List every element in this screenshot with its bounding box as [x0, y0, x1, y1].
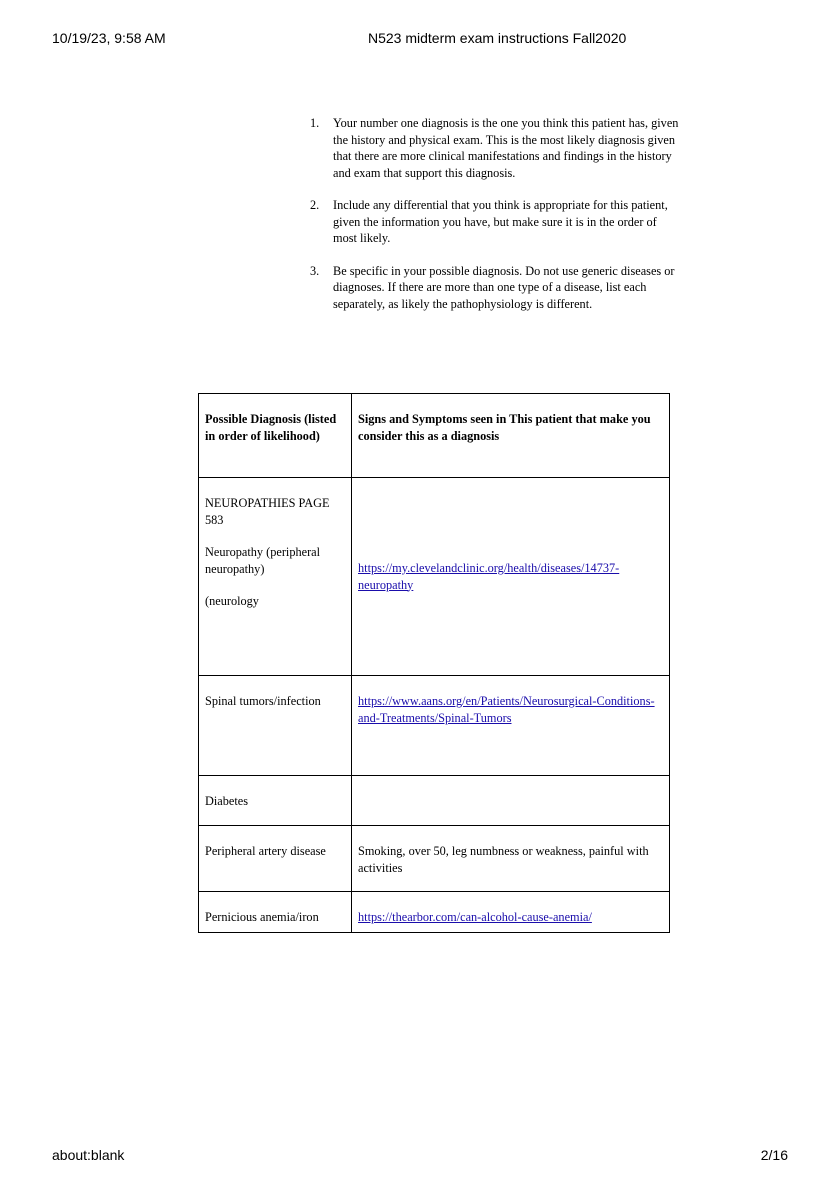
diagnosis-line: NEUROPATHIES PAGE 583	[205, 496, 330, 527]
instructions-list	[310, 115, 680, 328]
instruction-number: 1.	[310, 116, 320, 130]
page-url: about:blank	[52, 1147, 125, 1163]
table-row	[199, 776, 670, 826]
diagnosis-cell: Pernicious anemia/iron	[199, 892, 352, 933]
diagnosis-line: (neurology	[205, 594, 259, 608]
instruction-text: Be specific in your possible diagnosis. Do not use generic diseases or diagnoses. If there are more than one type of a disease, list each separately, as likely the pathophysiology is different.	[333, 263, 675, 311]
reference-link[interactable]: https://thearbor.com/can-alcohol-cause-anemia/	[358, 910, 592, 924]
instruction-item	[310, 263, 680, 313]
reference-link[interactable]: https://my.clevelandclinic.org/health/diseases/14737-neuropathy	[358, 561, 620, 592]
instruction-item	[310, 115, 680, 181]
document-title: N523 midterm exam instructions Fall2020	[368, 30, 627, 46]
print-datetime: 10/19/23, 9:58 AM	[52, 30, 166, 46]
column-header-diagnosis: Possible Diagnosis (listed in order of likelihood)	[199, 394, 352, 478]
signs-cell	[352, 776, 670, 826]
instruction-number: 3.	[310, 263, 320, 278]
diagnosis-line: Neuropathy (peripheral neuropathy)	[205, 545, 321, 576]
signs-cell: Smoking, over 50, leg numbness or weakness, painful with activities	[352, 826, 670, 892]
instruction-text: Your number one diagnosis is the one you think this patient has, given the history and physical exam. This is the most likely diagnosis given that there are more clinical manifestations and findings in the history and exam that support this diagnosis.	[333, 116, 679, 180]
signs-cell	[352, 892, 670, 933]
diagnosis-cell	[199, 478, 352, 676]
diagnosis-cell: Spinal tumors/infection	[199, 676, 352, 776]
print-header	[0, 30, 840, 50]
column-header-signs: Signs and Symptoms seen in This patient that make you consider this as a diagnosis	[352, 394, 670, 478]
table-row	[199, 826, 670, 892]
signs-cell	[352, 676, 670, 776]
table-row	[199, 478, 670, 676]
diagnosis-cell: Peripheral artery disease	[199, 826, 352, 892]
instruction-text: Include any differential that you think is appropriate for this patient, given the information you have, but make sure it is in the order of most likely.	[333, 198, 668, 245]
table-row	[199, 676, 670, 776]
signs-cell	[352, 478, 670, 676]
diagnosis-table	[198, 393, 670, 933]
instruction-item	[310, 197, 680, 247]
table-header-row	[199, 394, 670, 478]
page-number: 2/16	[760, 1147, 788, 1163]
diagnosis-cell: Diabetes	[199, 776, 352, 826]
print-footer	[0, 1147, 840, 1167]
instruction-number: 2.	[310, 198, 320, 212]
reference-link[interactable]: https://www.aans.org/en/Patients/Neurosurgical-Conditions-and-Treatments/Spinal-Tumors	[358, 694, 655, 725]
table-row	[199, 892, 670, 933]
